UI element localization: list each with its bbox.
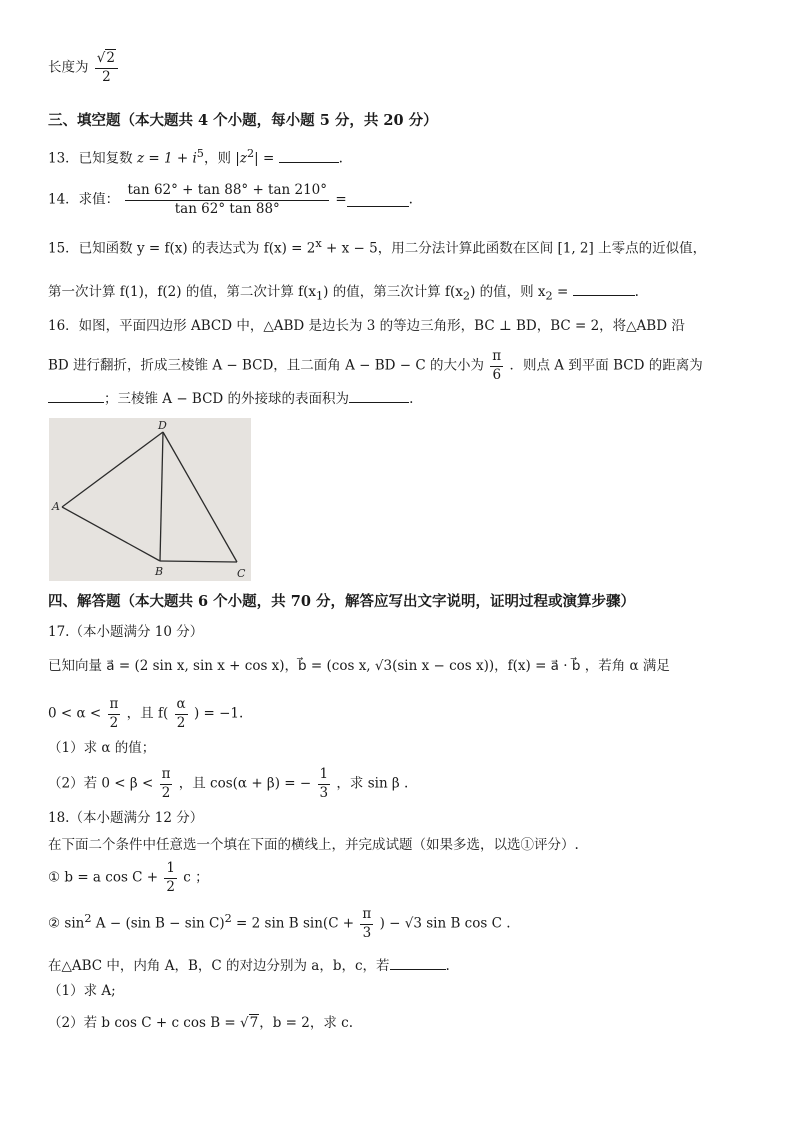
section-4-header: 四、解答题（本大题共 6 个小题，共 70 分，解答应写出文字说明，证明过程或演算步骤）: [48, 593, 635, 610]
alpha-over-2-fraction: $\frac{\alpha}{2}$: [176, 696, 186, 731]
vertex-label-b: B: [155, 565, 164, 578]
question-18-part-1: （1）求 A;: [48, 983, 116, 999]
prev-length-line: [48, 52, 120, 84]
answer-blank-18[interactable]: [390, 957, 446, 970]
pi-over-3-fraction: $\frac{\pi}{3}$: [362, 906, 372, 941]
answer-blank-16b[interactable]: [349, 390, 409, 403]
answer-blank-15[interactable]: [573, 283, 635, 296]
question-18-condition-1: ① b = a cos C + $\frac{1}{2}$ c ；: [48, 860, 209, 895]
question-17-line-1: 已知向量 a⃗ = (2 sin x, sin x + cos x)，b⃗ = (cos x, √3(sin x − cos x))，f(x) = a⃗ · b⃗ ，若角 α 满足: [48, 658, 670, 674]
answer-blank-13[interactable]: [279, 150, 339, 163]
question-16-line-1: 16．如图，平面四边形 ABCD 中，△ABD 是边长为 3 的等边三角形，BC ⊥ BD，BC = 2，将△ABD 沿: [48, 318, 685, 334]
prev-length-label: 长度为: [48, 59, 89, 76]
triangle-figure: [49, 418, 251, 581]
question-15-line-2: 第一次计算 f(1)，f(2) 的值，第二次计算 $f(x_1)$ 的值，第三次计算 $f(x_2)$ 的值，则 $x_2$ = .: [48, 284, 639, 303]
pi-over-2-fraction-b: $\frac{\pi}{2}$: [161, 766, 171, 801]
vertex-label-a: A: [52, 500, 60, 513]
pi-over-2-fraction: $\frac{\pi}{2}$: [109, 696, 119, 731]
section-3-header: 三、填空题（本大题共 4 个小题，每小题 5 分，共 20 分）: [48, 112, 438, 129]
question-14: 14．求值： $\frac{\tan 62^\circ + \tan 88^\circ + \tan 210^\circ}{\tan 62^\circ \tan 88^\circ}$ = .: [48, 182, 413, 217]
answer-blank-16a[interactable]: [48, 390, 104, 403]
vertex-label-d: D: [158, 419, 167, 432]
edge-dc: [163, 432, 237, 562]
question-18-part-2: （2）若 b cos C + c cos B = √7，b = 2，求 c.: [48, 1015, 354, 1031]
question-17-line-2: 0 < α < $\frac{\pi}{2}$ ，且 f( $\frac{\alpha}{2}$ ) = −1.: [48, 696, 244, 731]
question-15-line-1: 15．已知函数 y = f(x) 的表达式为 $f(x) = 2^x + x - 5$，用二分法计算此函数在区间 [1, 2] 上零点的近似值，: [48, 237, 707, 257]
question-18-intro: 在下面二个条件中任意选一个填在下面的横线上，并完成试题（如果多选，以选①评分）.: [48, 837, 579, 853]
question-17-part-1: （1）求 α 的值；: [48, 740, 156, 756]
question-16-line-2: BD 进行翻折，折成三棱锥 A − BCD，且二面角 A − BD − C 的大小为 $\frac{\pi}{6}$ ．则点 A 到平面 BCD 的距离为: [48, 348, 703, 383]
edge-bc: [160, 561, 237, 562]
question-18-condition-2: ② $\sin^2 A - (\sin$ B − sin C)$^2$ = 2 sin B sin(C + $\frac{\pi}{3}$ ) − √3 sin B cos C .: [48, 906, 511, 941]
one-half-fraction: $\frac{1}{2}$: [166, 860, 175, 895]
edge-ab: [62, 507, 160, 561]
question-18-line-3: 在△ABC 中，内角 A，B，C 的对边分别为 a，b，c，若 .: [48, 958, 450, 974]
question-18-title: 18.（本小题满分 12 分）: [48, 810, 204, 826]
pi-over-6-fraction: $\frac{\pi}{6}$: [492, 348, 502, 383]
question-16-line-3: ；三棱锥 A − BCD 的外接球的表面积为 .: [48, 390, 413, 407]
one-third-fraction: $\frac{1}{3}$: [319, 766, 329, 801]
sqrt2-over-2-fraction: $\frac{√2}{2}$: [95, 52, 118, 84]
question-17-title: 17.（本小题满分 10 分）: [48, 624, 204, 640]
edge-db: [160, 432, 163, 561]
edge-da: [62, 432, 163, 507]
question-17-part-2: （2）若 0 < β < $\frac{\pi}{2}$ ，且 cos(α + β) = − $\frac{1}{3}$ ，求 sin β .: [48, 766, 409, 801]
vertex-label-c: C: [237, 567, 246, 580]
figure-svg: [49, 418, 251, 581]
question-13: 13．已知复数 $z = 1 + i^5$，则 $|z^2|$ = .: [48, 147, 343, 167]
q14-fraction: $\frac{\tan 62^\circ + \tan 88^\circ + \tan 210^\circ}{\tan 62^\circ \tan 88^\circ}$: [127, 182, 328, 217]
answer-blank-14[interactable]: [347, 194, 409, 207]
